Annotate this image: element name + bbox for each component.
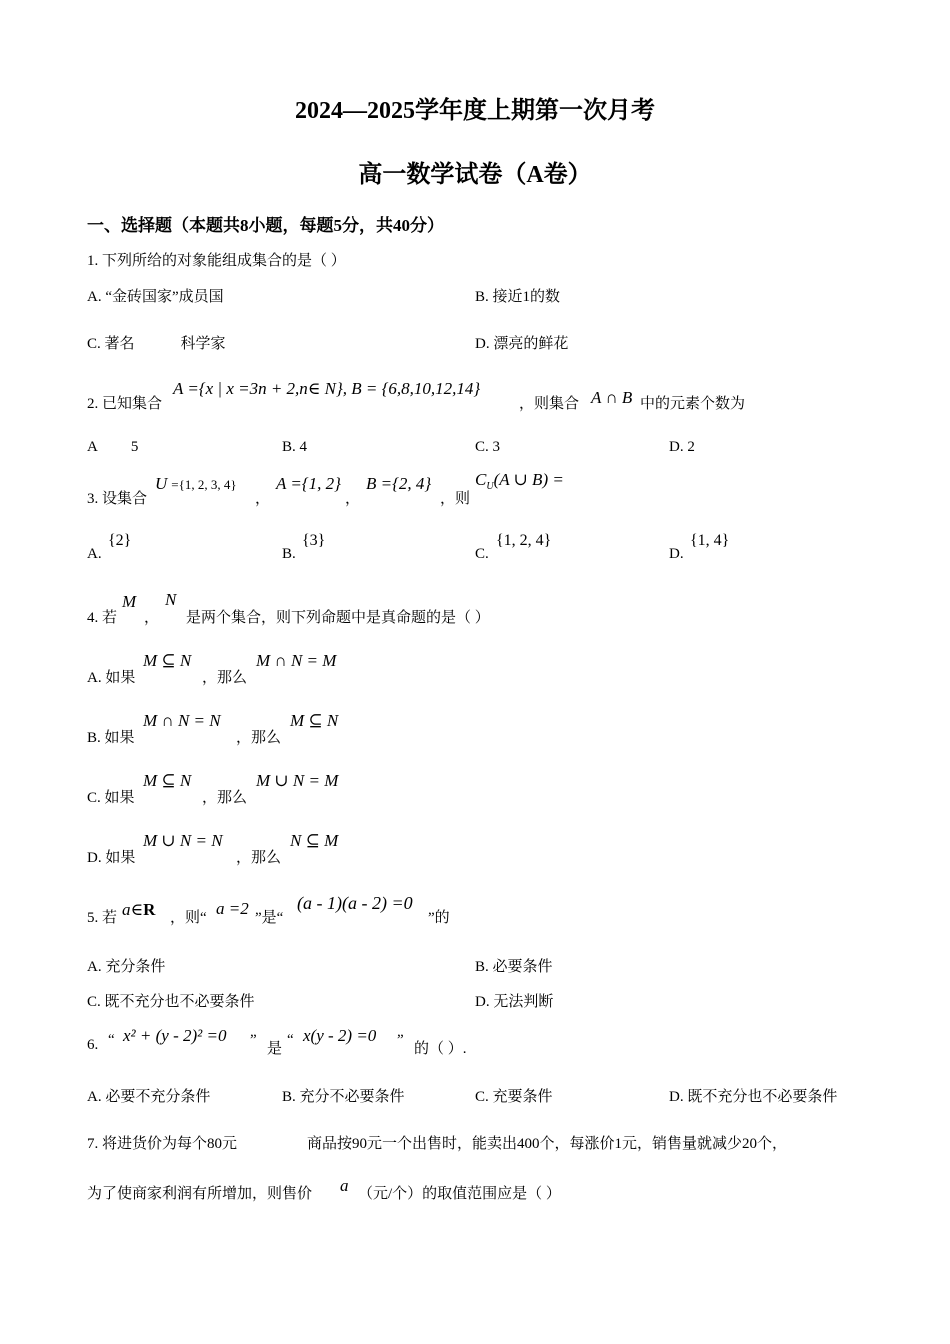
question-4-var-n: N: [165, 590, 177, 609]
question-5-option-b: B. 必要条件: [475, 959, 553, 975]
question-5-stem-pre: 5. 若: [87, 910, 118, 926]
question-4-option-c-then: ，那么: [202, 790, 248, 806]
question-4-option-a-result: M ∩ N = M: [256, 651, 337, 670]
question-7-line-2-post: （元/个）的取值范围应是（ ）: [358, 1186, 561, 1202]
question-4-option-d-pre: D. 如果: [87, 850, 136, 866]
question-3-then: ，则: [440, 491, 471, 507]
question-4-option-b-then: ，那么: [236, 730, 282, 746]
question-2-stem-mid: ，则集合: [519, 396, 580, 412]
question-4-var-m: M: [122, 592, 137, 611]
exam-title: 2024—2025学年度上期第一次月考: [295, 98, 655, 124]
question-4-option-b-pre: B. 如果: [87, 730, 135, 746]
question-6-option-c: C. 充要条件: [475, 1089, 553, 1105]
question-5-stmt-a: a =2: [216, 899, 249, 918]
question-6-quote-close: ”: [397, 1032, 404, 1048]
question-6-quote-open: “: [108, 1032, 115, 1048]
question-3-option-d-value: {1, 4}: [690, 532, 730, 549]
question-7-line-1-pre: 7. 将进货价为每个80元: [87, 1136, 238, 1152]
question-2-stem-post: 中的元素个数为: [640, 396, 746, 412]
question-5-option-c: C. 既不充分也不必要条件: [87, 994, 255, 1010]
question-2-option-d: D. 2: [669, 439, 695, 455]
question-3-option-a: A.: [87, 546, 102, 562]
question-2-stem-pre: 2. 已知集合: [87, 396, 163, 412]
question-4-option-c-pre: C. 如果: [87, 790, 135, 806]
question-1-option-a: A. “金砖国家”成员国: [87, 289, 224, 305]
question-4-option-b-result: M ⊆ N: [290, 711, 339, 730]
question-4-option-a-then: ，那么: [202, 670, 248, 686]
question-6-quote-open: “: [287, 1032, 294, 1048]
section-heading: 一、选择题（本题共8小题，每题5分，共40分）: [87, 216, 444, 235]
question-3-comma: ，: [345, 491, 361, 507]
question-1-option-b: B. 接近1的数: [475, 289, 561, 305]
question-5-stem-post: ”的: [428, 910, 450, 926]
question-5-option-a: A. 充分条件: [87, 959, 166, 975]
question-3-option-a-value: {2}: [108, 532, 132, 549]
question-3-option-b: B.: [282, 546, 296, 562]
exam-subtitle: 高一数学试卷（A卷）: [358, 162, 592, 188]
question-4-option-c-result: M ∪ N = M: [256, 771, 339, 790]
question-6-stmt-a: x² + (y - 2)² =0: [123, 1026, 227, 1045]
question-4-option-a-pre: A. 如果: [87, 670, 136, 686]
question-3-stem-pre: 3. 设集合: [87, 491, 148, 507]
question-7-line-1-post: 商品按90元一个出售时，能卖出400个，每涨价1元，销售量就减少20个，: [307, 1136, 788, 1152]
question-3-option-d: D.: [669, 546, 684, 562]
question-5-stmt-b: (a - 1)(a - 2) =0: [297, 893, 413, 913]
question-3-option-b-value: {3}: [302, 532, 326, 549]
question-5-option-d: D. 无法判断: [475, 994, 554, 1010]
question-6-option-b: B. 充分不必要条件: [282, 1089, 405, 1105]
question-5-then: ，则“: [170, 910, 207, 926]
question-4-stem-pre: 4. 若: [87, 610, 118, 626]
question-1-stem: 1. 下列所给的对象能组成集合的是（ ）: [87, 253, 346, 269]
question-6-stmt-b: x(y - 2) =0: [303, 1026, 377, 1045]
question-7-line-2-pre: 为了使商家利润有所增加，则售价: [87, 1186, 313, 1202]
question-2-intersection: A ∩ B: [591, 388, 633, 407]
question-6-option-a: A. 必要不充分条件: [87, 1089, 211, 1105]
question-5-is: ”是“: [255, 910, 284, 926]
question-2-option-b: B. 4: [282, 439, 308, 455]
question-3-universal-set: U ={1, 2, 3, 4}: [155, 474, 237, 493]
question-4-option-a-condition: M ⊆ N: [143, 651, 192, 670]
question-6-quote-close: ”: [250, 1032, 257, 1048]
question-3-set-a: A ={1, 2}: [276, 474, 341, 493]
question-4-option-d-condition: M ∪ N = N: [143, 831, 223, 850]
question-3-set-b: B ={2, 4}: [366, 474, 432, 493]
question-5-condition: a∈R: [122, 900, 156, 919]
question-6-number: 6.: [87, 1037, 99, 1053]
question-3-option-c-value: {1, 2, 4}: [496, 532, 552, 549]
question-4-comma: ，: [144, 610, 160, 626]
question-2-option-a: A 5: [87, 439, 139, 455]
question-4-option-c-condition: M ⊆ N: [143, 771, 192, 790]
question-6-option-d: D. 既不充分也不必要条件: [669, 1089, 838, 1105]
question-4-option-b-condition: M ∩ N = N: [143, 711, 221, 730]
question-6-is: 是: [267, 1041, 283, 1057]
question-4-stem-post: 是两个集合，则下列命题中是真命题的是（ ）: [186, 610, 490, 626]
question-2-set-formula: A ={x | x =3n + 2,n∈ N}, B = {6,8,10,12,14}: [173, 379, 481, 398]
question-1-option-c: C. 著名 科学家: [87, 336, 226, 352]
question-4-option-d-result: N ⊆ M: [290, 831, 339, 850]
question-3-option-c: C.: [475, 546, 489, 562]
question-2-option-c: C. 3: [475, 439, 501, 455]
question-3-complement-expr: $C_U(A$ ∪ B) =: [475, 470, 564, 493]
question-7-var-a: a: [340, 1176, 349, 1195]
question-1-option-d: D. 漂亮的鲜花: [475, 336, 569, 352]
question-3-comma: ，: [255, 491, 271, 507]
question-4-option-d-then: ，那么: [236, 850, 282, 866]
question-6-stem-post: 的（ ）.: [414, 1041, 467, 1057]
